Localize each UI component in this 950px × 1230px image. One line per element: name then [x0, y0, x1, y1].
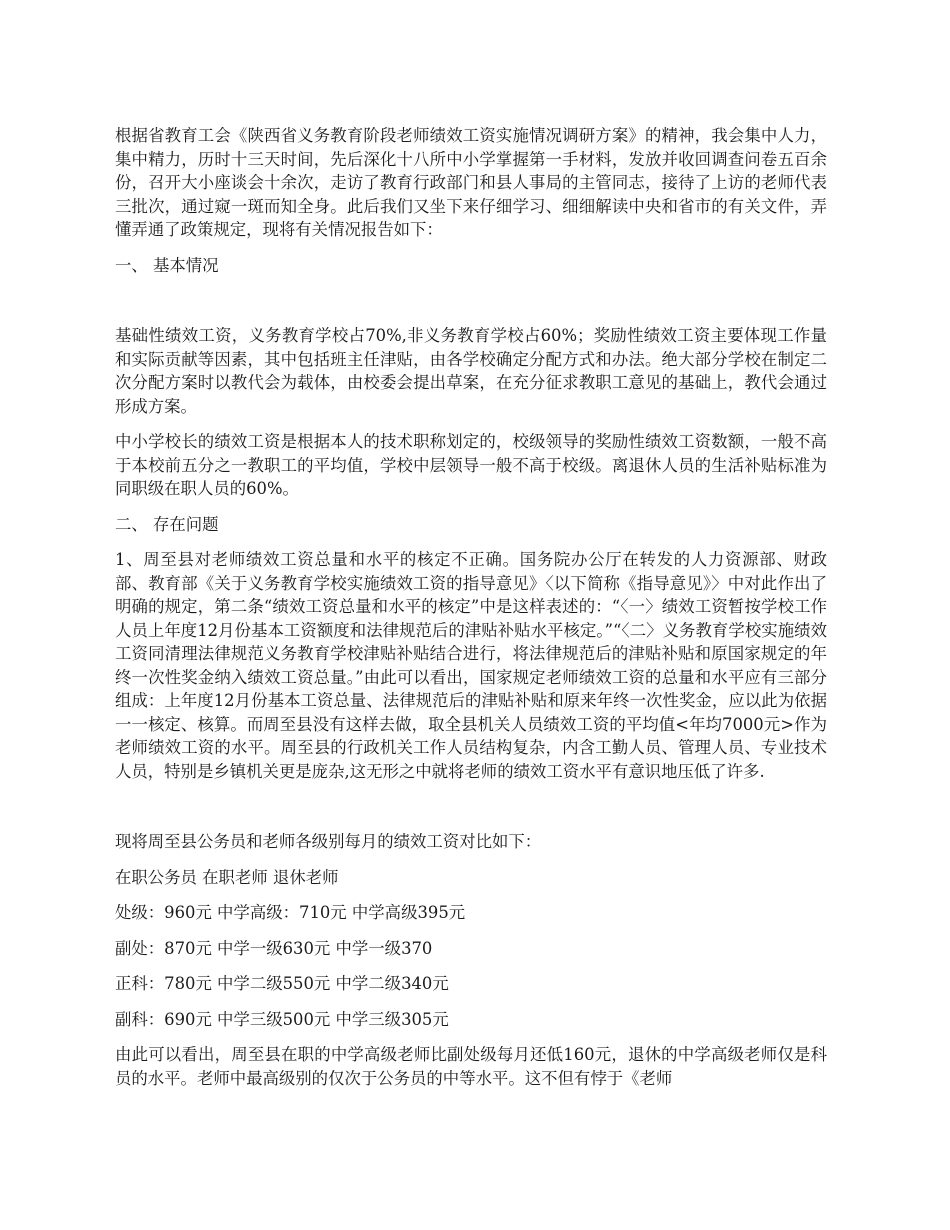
problem-paragraph-1: 1、周至县对老师绩效工资总量和水平的核定不正确。国务院办公厅在转发的人力资源部、财政部、教育部《关于义务教育学校实施绩效工资的指导意见》〈以下简称《指导意见》〉中对此作出了明确的规定，第二条“绩效工资总量和水平的核定”中是这样表述的：“〈一〉绩效工资暂按学校工作人员上年度12月份基本工资额度和法律规范后的津贴补贴水平核定。”“〈二〉义务教育学校实施绩效工资同清理法律规范义务教育学校津贴补贴结合进行，将法律规范后的津贴补贴和原国家规定的年终一次性奖金纳入绩效工资总量。”由此可以看出，国家规定老师绩效工资的总量和水平应有三部分组成：上年度12月份基本工资总量、法律规范后的津贴补贴和原来年终一次性奖金，应以此为依据一一核定、核算。而周至县没有这样去做，取全县机关人员绩效工资的平均值<年均7000元>作为老师绩效工资的水平。周至县的行政机关工作人员结构复杂，内含工勤人员、管理人员、专业技术人员，特别是乡镇机关更是庞杂,这无形之中就将老师的绩效工资水平有意识地压低了许多. [115, 550, 827, 781]
comparison-intro: 现将周至县公务员和老师各级别每月的绩效工资对比如下： [115, 832, 542, 851]
conclusion-paragraph: 由此可以看出，周至县在职的中学高级老师比副处级每月还低160元，退休的中学高级老师仅是科员的水平。老师中最高级别的仅次于公务员的中等水平。这不但有悖于《老师 [115, 1045, 827, 1088]
comparison-row: 副科：690元 中学三级500元 中学三级305元 [115, 1009, 449, 1029]
comparison-row: 副处：870元 中学一级630元 中学一级370 [115, 938, 433, 958]
comparison-row: 处级：960元 中学高级：710元 中学高级395元 [115, 903, 466, 922]
comparison-row: 正科：780元 中学二级550元 中学二级340元 [115, 974, 449, 993]
section-heading-problems: 二、 存在问题 [115, 514, 219, 534]
document-body [115, 124, 827, 1090]
basic-paragraph-1: 基础性绩效工资，义务教育学校占70%,非义务教育学校占60%；奖励性绩效工资主要体现工作量和实际贡献等因素，其中包括班主任津贴，由各学校确定分配方式和办法。绝大部分学校在制定二次分配方案时以教代会为载体，由校委会提出草案，在充分征求教职工意见的基础上，教代会通过形成方案。 [115, 326, 827, 416]
section-heading-basic: 一、 基本情况 [115, 255, 219, 275]
intro-paragraph: 根据省教育工会《陕西省义务教育阶段老师绩效工资实施情况调研方案》的精神，我会集中人力，集中精力，历时十三天时间，先后深化十八所中小学掌握第一手材料，发放并收回调查问卷五百余份，召开大小座谈会十余次，走访了教育行政部门和县人事局的主管同志，接待了上访的老师代表三批次，通过窥一斑而知全身。此后我们又坐下来仔细学习、细细解读中央和省市的有关文件，弄懂弄通了政策规定，现将有关情况报告如下： [115, 126, 827, 239]
comparison-header: 在职公务员 在职老师 退休老师 [115, 867, 339, 887]
basic-paragraph-2: 中小学校长的绩效工资是根据本人的技术职称划定的，校级领导的奖励性绩效工资数额，一般不高于本校前五分之一教职工的平均值，学校中层领导一般不高于校级。离退休人员的生活补贴标准为同职级在职人员的60%。 [115, 432, 827, 498]
